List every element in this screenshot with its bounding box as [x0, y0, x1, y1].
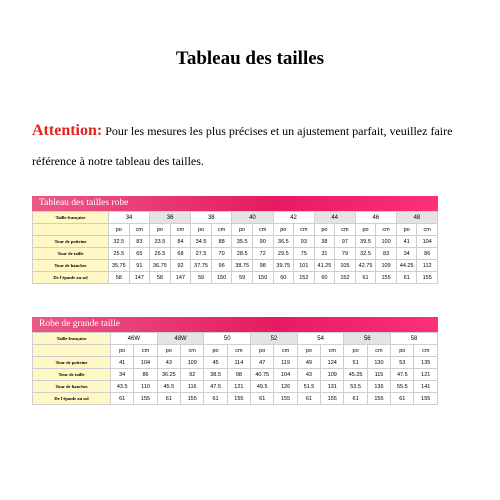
unit-cell: po — [150, 224, 171, 236]
value-cell: 155 — [376, 272, 397, 284]
value-cell: 27.5 — [191, 248, 212, 260]
value-cell: 36.5 — [273, 236, 294, 248]
value-cell: 58 — [150, 272, 171, 284]
value-cell: 65 — [129, 248, 150, 260]
size-cell: 42 — [273, 212, 314, 224]
unit-cell: po — [391, 345, 414, 357]
value-cell: 90 — [252, 236, 273, 248]
row-label: Tour de poitrine — [33, 357, 111, 369]
value-cell: 101 — [294, 260, 315, 272]
row-label: Tour de taille — [33, 248, 109, 260]
value-cell: 119 — [274, 357, 297, 369]
unit-cell: cm — [274, 345, 297, 357]
value-cell: 60 — [314, 272, 335, 284]
value-cell: 114 — [227, 357, 250, 369]
size-cell: 46W — [111, 333, 158, 345]
value-cell: 61 — [157, 393, 180, 405]
value-cell: 104 — [274, 369, 297, 381]
value-cell: 41 — [111, 357, 134, 369]
unit-cell: po — [251, 345, 274, 357]
row-label: De l'épaule au sol — [33, 393, 111, 405]
value-cell: 109 — [376, 260, 397, 272]
size-cell: 54 — [297, 333, 344, 345]
value-cell: 155 — [414, 393, 438, 405]
unit-cell: cm — [321, 345, 344, 357]
value-cell: 121 — [227, 381, 250, 393]
value-cell: 155 — [181, 393, 204, 405]
table-row — [33, 381, 438, 393]
value-cell: 53 — [391, 357, 414, 369]
value-cell: 29.5 — [273, 248, 294, 260]
value-cell: 28.5 — [232, 248, 253, 260]
value-cell: 86 — [417, 248, 438, 260]
value-cell: 47 — [251, 357, 274, 369]
unit-cell: cm — [252, 224, 273, 236]
unit-cell: po — [355, 224, 376, 236]
value-cell: 43.5 — [111, 381, 134, 393]
size-cell: 40 — [232, 212, 273, 224]
value-cell: 32.5 — [109, 236, 130, 248]
unit-cell: cm — [170, 224, 191, 236]
value-cell: 155 — [227, 393, 250, 405]
value-cell: 32.5 — [355, 248, 376, 260]
intro-paragraph — [32, 116, 472, 176]
value-cell: 38.5 — [204, 369, 227, 381]
row-label: Tour de taille — [33, 369, 111, 381]
unit-cell: po — [109, 224, 130, 236]
value-cell: 49.5 — [251, 381, 274, 393]
page-title: Tableau des tailles — [175, 48, 325, 69]
value-cell: 47.5 — [204, 381, 227, 393]
value-cell: 61 — [355, 272, 376, 284]
unit-label-empty — [33, 345, 111, 357]
size-label: Taille française — [33, 333, 111, 345]
value-cell: 61 — [396, 272, 417, 284]
table-row — [33, 248, 438, 260]
value-cell: 72 — [252, 248, 273, 260]
value-cell: 58 — [109, 272, 130, 284]
row-label: Tour de hanches — [33, 260, 109, 272]
value-cell: 104 — [417, 236, 438, 248]
attention-label: Attention: — [32, 122, 103, 139]
unit-cell: cm — [181, 345, 204, 357]
value-cell: 55.5 — [391, 381, 414, 393]
unit-cell: cm — [294, 224, 315, 236]
value-cell: 97 — [335, 236, 356, 248]
value-cell: 45.25 — [344, 369, 367, 381]
row-label: De l'épaule au sol — [33, 272, 109, 284]
size-table-dress — [32, 196, 438, 284]
value-cell: 135 — [414, 357, 438, 369]
value-cell: 68 — [170, 248, 191, 260]
unit-cell: cm — [367, 345, 390, 357]
value-cell: 88 — [211, 236, 232, 248]
size-row — [33, 333, 438, 345]
table-row — [33, 260, 438, 272]
size-cell: 44 — [314, 212, 355, 224]
value-cell: 34 — [111, 369, 134, 381]
table-row — [33, 236, 438, 248]
value-cell: 98 — [227, 369, 250, 381]
value-cell: 35.75 — [109, 260, 130, 272]
value-cell: 130 — [367, 357, 390, 369]
size-table-dress-grid — [32, 211, 438, 284]
value-cell: 83 — [376, 248, 397, 260]
value-cell: 26.5 — [150, 248, 171, 260]
value-cell: 33.5 — [150, 236, 171, 248]
size-table-plus — [32, 317, 438, 405]
unit-row — [33, 224, 438, 236]
size-cell: 46 — [355, 212, 396, 224]
size-cell: 36 — [150, 212, 191, 224]
value-cell: 43 — [297, 369, 320, 381]
value-cell: 91 — [129, 260, 150, 272]
value-cell: 155 — [321, 393, 344, 405]
value-cell: 45 — [204, 357, 227, 369]
value-cell: 92 — [170, 260, 191, 272]
value-cell: 34 — [396, 248, 417, 260]
value-cell: 51.5 — [297, 381, 320, 393]
value-cell: 147 — [170, 272, 191, 284]
value-cell: 109 — [181, 357, 204, 369]
unit-cell: cm — [417, 224, 438, 236]
value-cell: 155 — [367, 393, 390, 405]
unit-label-empty — [33, 224, 109, 236]
value-cell: 61 — [297, 393, 320, 405]
unit-cell: po — [191, 224, 212, 236]
value-cell: 53.5 — [344, 381, 367, 393]
value-cell: 131 — [321, 381, 344, 393]
value-cell: 36.75 — [150, 260, 171, 272]
value-cell: 37.75 — [191, 260, 212, 272]
value-cell: 59 — [232, 272, 253, 284]
table-row — [33, 393, 438, 405]
value-cell: 60 — [273, 272, 294, 284]
size-cell: 56 — [344, 333, 391, 345]
value-cell: 147 — [129, 272, 150, 284]
table-row — [33, 272, 438, 284]
unit-cell: po — [344, 345, 367, 357]
value-cell: 41 — [396, 236, 417, 248]
value-cell: 31 — [314, 248, 335, 260]
value-cell: 92 — [181, 369, 204, 381]
value-cell: 116 — [181, 381, 204, 393]
unit-cell: po — [204, 345, 227, 357]
value-cell: 141 — [414, 381, 438, 393]
unit-cell: cm — [211, 224, 232, 236]
value-cell: 45.5 — [157, 381, 180, 393]
unit-cell: cm — [227, 345, 250, 357]
value-cell: 51 — [344, 357, 367, 369]
value-cell: 109 — [321, 369, 344, 381]
size-cell: 52 — [251, 333, 298, 345]
value-cell: 100 — [376, 236, 397, 248]
size-table-plus-header: Robe de grande taille — [32, 317, 438, 332]
value-cell: 105 — [335, 260, 356, 272]
value-cell: 61 — [111, 393, 134, 405]
value-cell: 150 — [252, 272, 273, 284]
unit-cell: po — [396, 224, 417, 236]
value-cell: 126 — [274, 381, 297, 393]
value-cell: 35.5 — [232, 236, 253, 248]
value-cell: 152 — [335, 272, 356, 284]
intro-text: Pour les mesures les plus précises et un ajustement parfait, veuillez faire référence à notre tableau des tailles. — [32, 124, 453, 168]
value-cell: 47.5 — [391, 369, 414, 381]
value-cell: 39.5 — [355, 236, 376, 248]
value-cell: 42.75 — [355, 260, 376, 272]
unit-cell: po — [314, 224, 335, 236]
table-row — [33, 369, 438, 381]
value-cell: 83 — [129, 236, 150, 248]
unit-cell: cm — [134, 345, 157, 357]
size-cell: 34 — [109, 212, 150, 224]
value-cell: 93 — [294, 236, 315, 248]
value-cell: 61 — [344, 393, 367, 405]
value-cell: 61 — [204, 393, 227, 405]
value-cell: 136 — [367, 381, 390, 393]
value-cell: 39.75 — [273, 260, 294, 272]
unit-cell: cm — [414, 345, 438, 357]
row-label: Tour de poitrine — [33, 236, 109, 248]
value-cell: 43 — [157, 357, 180, 369]
unit-cell: po — [273, 224, 294, 236]
value-cell: 44.25 — [396, 260, 417, 272]
table-row — [33, 357, 438, 369]
value-cell: 75 — [294, 248, 315, 260]
value-cell: 124 — [321, 357, 344, 369]
value-cell: 61 — [251, 393, 274, 405]
value-cell: 49 — [297, 357, 320, 369]
unit-cell: po — [297, 345, 320, 357]
size-cell: 48W — [157, 333, 204, 345]
unit-cell: cm — [376, 224, 397, 236]
value-cell: 79 — [335, 248, 356, 260]
size-cell: 58 — [391, 333, 438, 345]
value-cell: 115 — [367, 369, 390, 381]
size-label: Taille française — [33, 212, 109, 224]
value-cell: 121 — [414, 369, 438, 381]
value-cell: 155 — [134, 393, 157, 405]
value-cell: 150 — [211, 272, 232, 284]
value-cell: 155 — [274, 393, 297, 405]
size-row — [33, 212, 438, 224]
value-cell: 34.5 — [191, 236, 212, 248]
value-cell: 38 — [314, 236, 335, 248]
unit-row — [33, 345, 438, 357]
value-cell: 155 — [417, 272, 438, 284]
value-cell: 70 — [211, 248, 232, 260]
size-cell: 38 — [191, 212, 232, 224]
value-cell: 59 — [191, 272, 212, 284]
value-cell: 152 — [294, 272, 315, 284]
unit-cell: po — [157, 345, 180, 357]
value-cell: 98 — [252, 260, 273, 272]
value-cell: 84 — [170, 236, 191, 248]
value-cell: 104 — [134, 357, 157, 369]
value-cell: 40.75 — [251, 369, 274, 381]
row-label: Tour de hanches — [33, 381, 111, 393]
value-cell: 36.25 — [157, 369, 180, 381]
value-cell: 25.5 — [109, 248, 130, 260]
unit-cell: cm — [335, 224, 356, 236]
value-cell: 38.75 — [232, 260, 253, 272]
value-cell: 112 — [417, 260, 438, 272]
unit-cell: po — [232, 224, 253, 236]
value-cell: 110 — [134, 381, 157, 393]
value-cell: 86 — [134, 369, 157, 381]
value-cell: 61 — [391, 393, 414, 405]
unit-cell: cm — [129, 224, 150, 236]
size-table-plus-grid — [32, 332, 438, 405]
size-table-dress-header: Tableau des tailles robe — [32, 196, 438, 211]
value-cell: 41.25 — [314, 260, 335, 272]
size-cell: 48 — [396, 212, 437, 224]
value-cell: 96 — [211, 260, 232, 272]
unit-cell: po — [111, 345, 134, 357]
size-cell: 50 — [204, 333, 251, 345]
